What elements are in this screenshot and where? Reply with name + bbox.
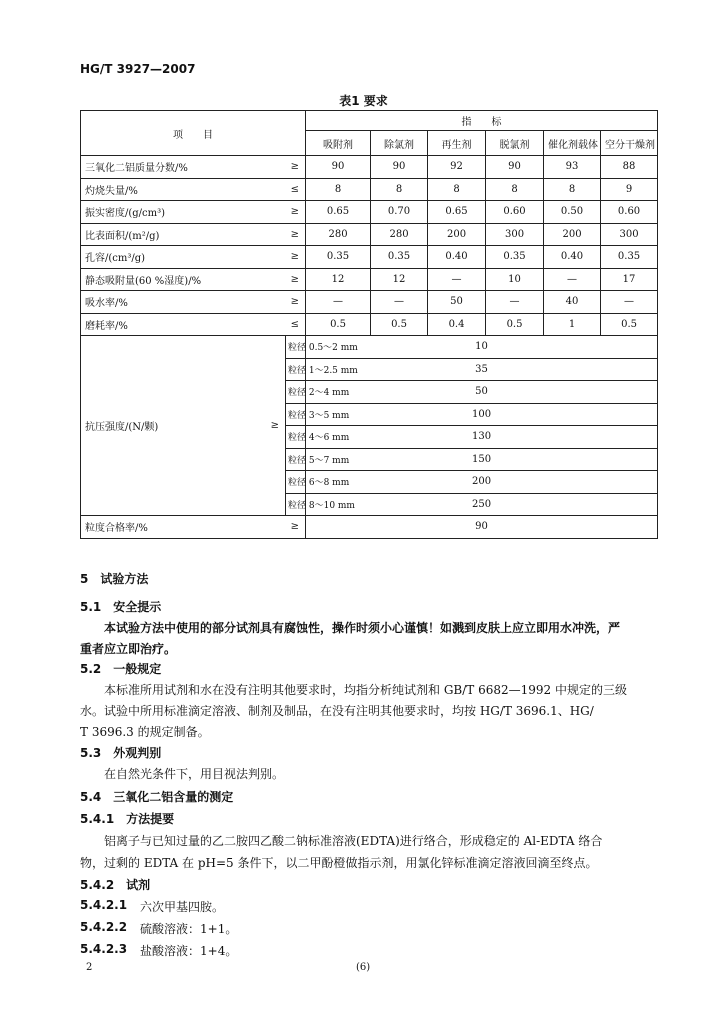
cell-value: 300 — [486, 223, 544, 246]
cell-value: 0.65 — [306, 201, 371, 224]
row-label: 孔容/(cm³/g) — [81, 246, 286, 269]
cell-value: 0.5 — [601, 313, 658, 336]
cell-value: 0.35 — [486, 246, 544, 269]
cell-value: 280 — [306, 223, 371, 246]
cell-value: 90 — [306, 156, 371, 179]
row-symbol: ≥ — [286, 223, 306, 246]
sheet-number: (6) — [356, 962, 371, 973]
item-header: 项 目 — [81, 111, 306, 156]
section-5-4-1: 5.4.1 方法提要 — [80, 812, 175, 826]
cell-value: 8 — [544, 178, 601, 201]
cell-value: 90 — [371, 156, 428, 179]
cell-value: 0.35 — [306, 246, 371, 269]
cell-value: 0.5 — [306, 313, 371, 336]
section-5-2: 5.2 一般规定 — [80, 662, 162, 676]
strength-label: 抗压强度/(N/颗) — [81, 336, 216, 516]
particle-size: 粒径 3～5 mm — [286, 403, 306, 426]
para: 本试验方法中使用的部分试剂具有腐蚀性，操作时须小心谨慎！如溅到皮肤上应立即用水冲洗，严 — [104, 621, 621, 635]
row-symbol: ≥ — [286, 246, 306, 269]
strength-value: 100 — [306, 403, 658, 426]
cell-value: 8 — [428, 178, 486, 201]
row-label: 磨耗率/% — [81, 313, 286, 336]
table-title: 表1 要求 — [339, 94, 388, 108]
table-row — [81, 313, 658, 336]
table-row — [81, 246, 658, 269]
strength-value: 35 — [306, 358, 658, 381]
row-label: 静态吸附量(60 %湿度)/% — [81, 268, 286, 291]
table-row — [81, 178, 658, 201]
column-header: 再生剂 — [428, 131, 486, 156]
cell-value: 200 — [428, 223, 486, 246]
cell-value: 0.40 — [544, 246, 601, 269]
section-5-4: 5.4 三氧化二铝含量的测定 — [80, 790, 234, 804]
cell-value: 90 — [486, 156, 544, 179]
para: 重者应立即治疗。 — [80, 642, 177, 656]
strength-value: 10 — [306, 336, 658, 359]
page-number: 2 — [86, 962, 93, 973]
row-label: 三氧化二铝质量分数/% — [81, 156, 286, 179]
cell-value: 10 — [486, 268, 544, 291]
cell-value: 0.65 — [428, 201, 486, 224]
item-5-4-2-2: 硫酸溶液：1+1。 — [140, 922, 238, 936]
cell-value: 93 — [544, 156, 601, 179]
table-row — [81, 201, 658, 224]
cell-value: 50 — [428, 291, 486, 314]
strength-value: 150 — [306, 448, 658, 471]
para: 水。试验中所用标准滴定溶液、制剂及制品，在没有注明其他要求时，均按 HG/T 3696.1、HG/ — [80, 704, 594, 718]
strength-value: 50 — [306, 381, 658, 404]
row-symbol: ≥ — [286, 201, 306, 224]
table-row — [81, 268, 658, 291]
indicator-header: 指 标 — [306, 111, 658, 131]
column-header: 空分干燥剂 — [601, 131, 658, 156]
row-label: 吸水率/% — [81, 291, 286, 314]
strength-value: 250 — [306, 493, 658, 516]
cell-value: 1 — [544, 313, 601, 336]
strength-value: 200 — [306, 471, 658, 494]
para: 物，过剩的 EDTA 在 pH=5 条件下，以二甲酚橙做指示剂，用氯化锌标准滴定溶液回滴至终点。 — [80, 856, 598, 870]
cell-value: 92 — [428, 156, 486, 179]
item-5-4-2-3: 盐酸溶液：1+4。 — [140, 944, 238, 958]
cell-value: 0.35 — [601, 246, 658, 269]
section-5: 5 试验方法 — [80, 572, 149, 586]
cell-value: 300 — [601, 223, 658, 246]
cell-value: 40 — [544, 291, 601, 314]
cell-value: — — [371, 291, 428, 314]
column-header: 催化剂载体 — [544, 131, 601, 156]
para: 本标准所用试剂和水在没有注明其他要求时，均指分析纯试剂和 GB/T 6682—1992 中规定的三级 — [104, 683, 627, 697]
row-label: 灼烧失量/% — [81, 178, 286, 201]
standard-code: HG/T 3927—2007 — [80, 62, 196, 76]
cell-value: 8 — [371, 178, 428, 201]
item-5-4-2-1-num: 5.4.2.1 — [80, 898, 128, 912]
cell-value: 0.50 — [544, 201, 601, 224]
particle-size: 粒径 0.5～2 mm — [286, 336, 306, 359]
cell-value: 8 — [306, 178, 371, 201]
cell-value: 0.4 — [428, 313, 486, 336]
item-5-4-2-3-num: 5.4.2.3 — [80, 942, 128, 956]
row-symbol: ≥ — [286, 516, 306, 539]
cell-value: 0.60 — [601, 201, 658, 224]
row-symbol: ≤ — [286, 313, 306, 336]
requirements-table — [80, 110, 658, 539]
cell-value: 0.40 — [428, 246, 486, 269]
cell-value: 17 — [601, 268, 658, 291]
particle-size: 粒径 2～4 mm — [286, 381, 306, 404]
table-row — [81, 291, 658, 314]
strength-value: 130 — [306, 426, 658, 449]
table-row — [81, 516, 658, 539]
cell-value: — — [601, 291, 658, 314]
para: 铝离子与已知过量的乙二胺四乙酸二钠标准溶液(EDTA)进行络合，形成稳定的 Al-EDTA 络合 — [104, 834, 603, 848]
row-label: 比表面积/(m²/g) — [81, 223, 286, 246]
column-header: 脱氯剂 — [486, 131, 544, 156]
particle-size: 粒径 8～10 mm — [286, 493, 306, 516]
row-label: 振实密度/(g/cm³) — [81, 201, 286, 224]
row-label: 粒度合格率/% — [81, 516, 286, 539]
row-symbol: ≥ — [286, 156, 306, 179]
cell-value: 0.70 — [371, 201, 428, 224]
item-5-4-2-1: 六次甲基四胺。 — [140, 900, 225, 914]
row-symbol: ≥ — [286, 291, 306, 314]
section-5-3: 5.3 外观判别 — [80, 746, 162, 760]
cell-value: 0.35 — [371, 246, 428, 269]
cell-value: 12 — [371, 268, 428, 291]
cell-value: 8 — [486, 178, 544, 201]
column-header: 吸附剂 — [306, 131, 371, 156]
table-row — [81, 223, 658, 246]
cell-value: — — [486, 291, 544, 314]
cell-value: 88 — [601, 156, 658, 179]
particle-size: 粒径 1～2.5 mm — [286, 358, 306, 381]
strength-symbol: ≥ — [216, 336, 286, 516]
particle-size: 粒径 6～8 mm — [286, 471, 306, 494]
cell-value: 0.5 — [486, 313, 544, 336]
cell-value: 9 — [601, 178, 658, 201]
particle-size: 粒径 5～7 mm — [286, 448, 306, 471]
cell-value: — — [544, 268, 601, 291]
cell-value: — — [428, 268, 486, 291]
table-row — [81, 156, 658, 179]
cell-value: 12 — [306, 268, 371, 291]
para: T 3696.3 的规定制备。 — [80, 725, 210, 739]
cell-value: 0.5 — [371, 313, 428, 336]
strength-row — [81, 336, 658, 359]
column-header: 除氯剂 — [371, 131, 428, 156]
particle-size: 粒径 4～6 mm — [286, 426, 306, 449]
section-5-4-2: 5.4.2 试剂 — [80, 878, 151, 892]
row-symbol: ≤ — [286, 178, 306, 201]
para: 在自然光条件下，用目视法判别。 — [104, 767, 285, 781]
item-5-4-2-2-num: 5.4.2.2 — [80, 920, 128, 934]
cell-value: 0.60 — [486, 201, 544, 224]
cell-value: — — [306, 291, 371, 314]
section-5-1: 5.1 安全提示 — [80, 600, 162, 614]
cell-value: 90 — [306, 516, 658, 539]
row-symbol: ≥ — [286, 268, 306, 291]
cell-value: 280 — [371, 223, 428, 246]
cell-value: 200 — [544, 223, 601, 246]
